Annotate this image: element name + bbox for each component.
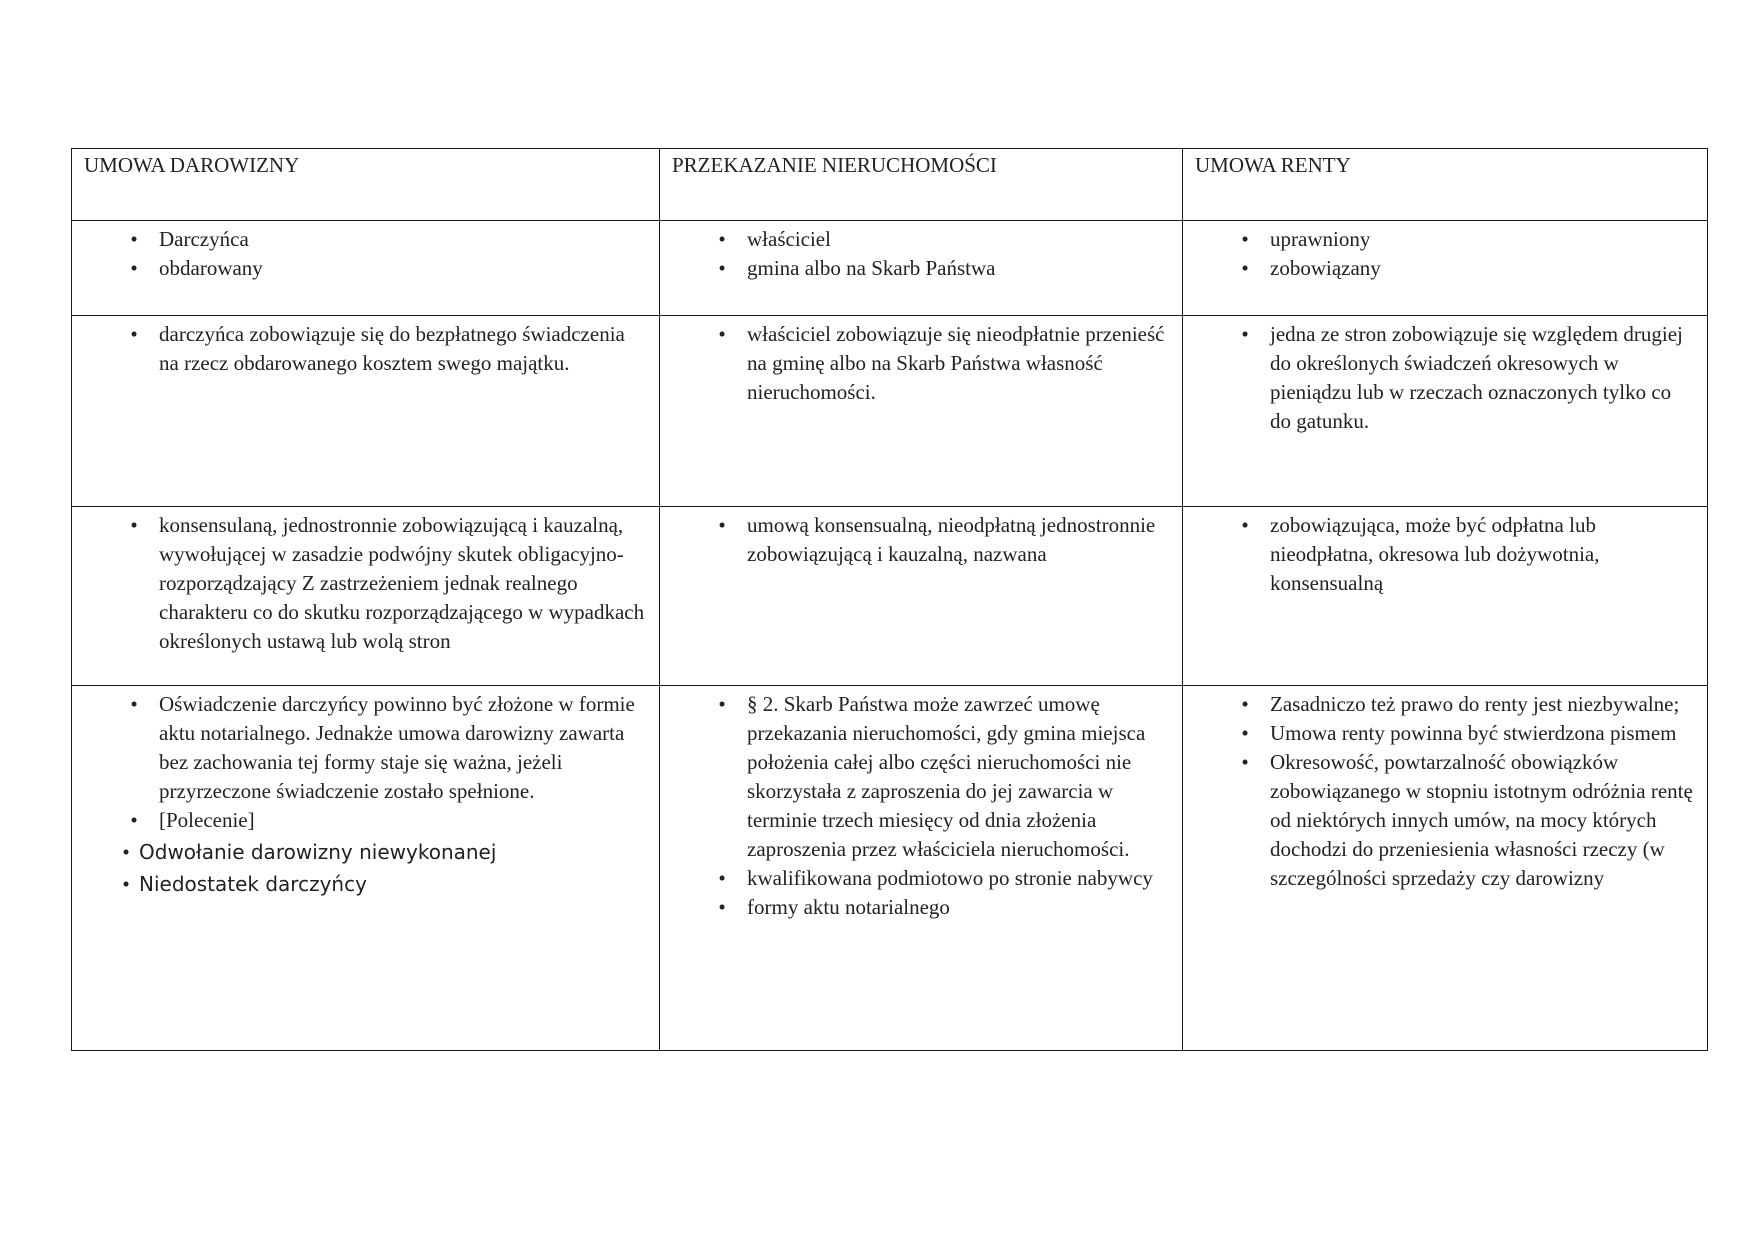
bullet-list — [84, 690, 649, 899]
bullet-icon: • — [130, 227, 138, 251]
list-item-text: gmina albo na Skarb Państwa — [747, 256, 996, 280]
essence-row — [72, 316, 1708, 507]
list-item — [84, 838, 649, 867]
essence-cell-renta — [1183, 316, 1708, 507]
list-item-text: § 2. Skarb Państwa może zawrzeć umowę przekazania nieruchomości, gdy gmina miejsca położenia całej albo części nieruchomości nie skorzystała z zaproszenia do jej zawarcia w terminie trzech miesięcy od dnia złożenia zaproszenia przez właściciela nieruchomości. — [747, 692, 1146, 861]
list-item — [84, 806, 649, 835]
essence-cell-przekazanie — [660, 316, 1183, 507]
bullet-list — [84, 511, 649, 656]
bullet-list — [1195, 225, 1697, 283]
list-item-text: uprawniony — [1270, 227, 1371, 251]
parties-cell-darowizna — [72, 221, 660, 316]
bullet-icon: • — [130, 322, 138, 346]
bullet-list — [84, 225, 649, 283]
list-item — [1195, 320, 1697, 436]
list-item — [672, 511, 1172, 569]
list-item — [84, 225, 649, 254]
character-cell-darowizna — [72, 507, 660, 686]
header-label: UMOWA RENTY — [1195, 153, 1351, 177]
bullet-icon: • — [1241, 721, 1249, 745]
bullet-list — [672, 320, 1172, 407]
list-item — [1195, 719, 1697, 748]
other-cell-przekazanie — [660, 686, 1183, 1051]
bullet-icon: • — [130, 256, 138, 280]
bullet-icon: • — [130, 692, 138, 716]
character-row — [72, 507, 1708, 686]
list-item — [672, 320, 1172, 407]
list-item-text: zobowiązany — [1270, 256, 1381, 280]
bullet-icon: • — [1241, 256, 1249, 280]
other-cell-renta — [1183, 686, 1708, 1051]
bullet-list — [672, 225, 1172, 283]
bullet-icon: • — [1241, 513, 1249, 537]
bullet-list — [1195, 320, 1697, 436]
other-cell-darowizna — [72, 686, 660, 1051]
list-item-text: zobowiązująca, może być odpłatna lub nieodpłatna, okresowa lub dożywotnia, konsensualną — [1270, 513, 1600, 595]
bullet-icon: • — [130, 808, 138, 832]
header-row — [72, 149, 1708, 221]
header-label: UMOWA DAROWIZNY — [84, 153, 300, 177]
header-cell-darowizna — [72, 149, 660, 221]
comparison-table — [71, 148, 1708, 1051]
list-item — [84, 870, 649, 899]
list-item — [84, 320, 649, 378]
bullet-icon: • — [1241, 750, 1249, 774]
bullet-icon: • — [718, 513, 726, 537]
character-cell-renta — [1183, 507, 1708, 686]
list-item — [1195, 511, 1697, 598]
header-cell-renta — [1183, 149, 1708, 221]
list-item — [1195, 254, 1697, 283]
list-item — [672, 690, 1172, 864]
list-item-text: Umowa renty powinna być stwierdzona pismem — [1270, 721, 1677, 745]
list-item-text: konsensulaną, jednostronnie zobowiązującą i kauzalną, wywołującej w zasadzie podwójny skutek obligacyjno-rozporządzający Z zastrzeżeniem jednak realnego charakteru co do skutku rozporządzającego w wypadkach określonych ustawą lub wolą stron — [159, 513, 645, 653]
bullet-icon: • — [718, 322, 726, 346]
character-cell-przekazanie — [660, 507, 1183, 686]
essence-cell-darowizna — [72, 316, 660, 507]
bullet-list — [84, 320, 649, 378]
bullet-icon: • — [718, 227, 726, 251]
list-item-text: Odwołanie darowizny niewykonanej — [139, 840, 497, 864]
bullet-icon: • — [122, 840, 130, 864]
list-item-text: umową konsensualną, nieodpłatną jednostronnie zobowiązującą i kauzalną, nazwana — [747, 513, 1156, 566]
parties-cell-przekazanie — [660, 221, 1183, 316]
parties-cell-renta — [1183, 221, 1708, 316]
list-item-text: właściciel — [747, 227, 831, 251]
list-item — [84, 690, 649, 806]
bullet-list — [1195, 511, 1697, 598]
list-item-text: Niedostatek darczyńcy — [139, 872, 367, 896]
bullet-icon: • — [122, 872, 130, 896]
parties-row — [72, 221, 1708, 316]
list-item — [1195, 748, 1697, 893]
bullet-icon: • — [718, 692, 726, 716]
list-item — [84, 254, 649, 283]
bullet-list — [672, 511, 1172, 569]
list-item-text: właściciel zobowiązuje się nieodpłatnie przenieść na gminę albo na Skarb Państwa własność nieruchomości. — [747, 322, 1165, 404]
bullet-icon: • — [718, 866, 726, 890]
list-item — [672, 254, 1172, 283]
list-item-text: [Polecenie] — [159, 808, 255, 832]
header-cell-przekazanie — [660, 149, 1183, 221]
bullet-icon: • — [718, 895, 726, 919]
list-item — [84, 511, 649, 656]
other-row — [72, 686, 1708, 1051]
bullet-icon: • — [130, 513, 138, 537]
list-item-text: Oświadczenie darczyńcy powinno być złożone w formie aktu notarialnego. Jednakże umowa darowizny zawarta bez zachowania tej formy staje się ważna, jeżeli przyrzeczone świadczenie zostało spełnione. — [159, 692, 635, 803]
list-item — [672, 893, 1172, 922]
list-item-text: Darczyńca — [159, 227, 249, 251]
list-item-text: kwalifikowana podmiotowo po stronie nabywcy — [747, 866, 1153, 890]
bullet-icon: • — [1241, 322, 1249, 346]
list-item-text: formy aktu notarialnego — [747, 895, 950, 919]
list-item — [1195, 690, 1697, 719]
bullet-list — [1195, 690, 1697, 893]
list-item — [672, 225, 1172, 254]
bullet-icon: • — [718, 256, 726, 280]
list-item-text: jedna ze stron zobowiązuje się względem drugiej do określonych świadczeń okresowych w pieniądzu lub w rzeczach oznaczonych tylko co do gatunku. — [1270, 322, 1683, 433]
list-item-text: darczyńca zobowiązuje się do bezpłatnego świadczenia na rzecz obdarowanego kosztem swego majątku. — [159, 322, 625, 375]
bullet-icon: • — [1241, 227, 1249, 251]
header-label: PRZEKAZANIE NIERUCHOMOŚCI — [672, 153, 997, 177]
bullet-icon: • — [1241, 692, 1249, 716]
list-item-text: Zasadniczo też prawo do renty jest niezbywalne; — [1270, 692, 1680, 716]
list-item-text: obdarowany — [159, 256, 263, 280]
list-item-text: Okresowość, powtarzalność obowiązków zobowiązanego w stopniu istotnym odróżnia rentę od niektórych innych umów, na mocy których dochodzi do przeniesienia własności rzeczy (w szczególności sprzedaży czy darowizny — [1270, 750, 1693, 890]
list-item — [672, 864, 1172, 893]
list-item — [1195, 225, 1697, 254]
bullet-list — [672, 690, 1172, 922]
